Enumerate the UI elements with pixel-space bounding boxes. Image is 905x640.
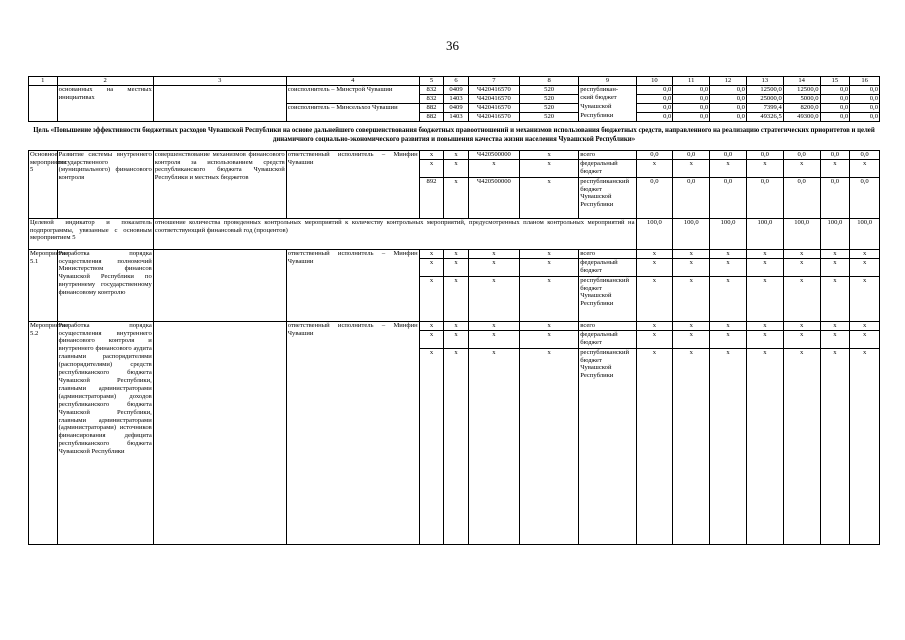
event-label: Основное мероприятие 5 — [29, 150, 58, 218]
table-cell: х — [444, 249, 469, 258]
table-cell: х — [419, 348, 444, 544]
funding-source: всего — [579, 150, 636, 159]
table-cell: 832 — [419, 94, 444, 103]
table-cell: х — [468, 321, 519, 330]
value-cell: х — [673, 276, 710, 321]
value-cell: х — [820, 249, 850, 258]
value-cell: 0,0 — [850, 112, 880, 121]
value-cell: 49300,0 — [783, 112, 820, 121]
table-cell: х — [419, 276, 444, 321]
table-row — [29, 249, 880, 258]
value-cell: 0,0 — [820, 112, 850, 121]
value-cell: 0,0 — [710, 86, 747, 95]
value-cell: х — [673, 159, 710, 177]
table-cell: Ч420500000 — [468, 150, 519, 159]
table-cell: х — [468, 249, 519, 258]
value-cell: х — [783, 348, 820, 544]
value-cell: х — [673, 249, 710, 258]
value-cell: х — [820, 258, 850, 276]
table-row — [29, 86, 880, 95]
value-cell: х — [636, 348, 673, 544]
table-cell: х — [468, 276, 519, 321]
indicator-label: Целевой индикатор и показатель подпрограммы, увязанные с основным мероприятием 5 — [29, 218, 154, 249]
value-cell: х — [746, 330, 783, 348]
table-cell: 520 — [519, 94, 578, 103]
table-cell: х — [519, 330, 578, 348]
value-cell: 0,0 — [820, 103, 850, 112]
value-cell: х — [636, 330, 673, 348]
value-cell: х — [710, 330, 747, 348]
column-number: 13 — [746, 77, 783, 86]
table-cell: х — [444, 150, 469, 159]
value-cell: х — [710, 159, 747, 177]
column-number: 12 — [710, 77, 747, 86]
value-cell: 0,0 — [850, 86, 880, 95]
value-cell: 100,0 — [673, 218, 710, 249]
value-cell: 0,0 — [636, 86, 673, 95]
table-cell: 832 — [419, 86, 444, 95]
funding-source: республиканский бюджет Чувашской Республики — [579, 177, 636, 218]
value-cell: 100,0 — [820, 218, 850, 249]
value-cell: х — [636, 276, 673, 321]
table-cell: х — [444, 159, 469, 177]
value-cell: 8200,0 — [783, 103, 820, 112]
value-cell: 0,0 — [820, 94, 850, 103]
value-cell: 0,0 — [746, 177, 783, 218]
value-cell: 0,0 — [710, 103, 747, 112]
table-cell: 892 — [419, 177, 444, 218]
value-cell: 0,0 — [850, 94, 880, 103]
value-cell: 7399,4 — [746, 103, 783, 112]
indicator-row — [29, 218, 880, 249]
value-cell: 0,0 — [636, 103, 673, 112]
column-number: 9 — [579, 77, 636, 86]
value-cell: х — [820, 330, 850, 348]
value-cell: 0,0 — [636, 94, 673, 103]
value-cell: х — [710, 276, 747, 321]
table-cell: Ч420416570 — [468, 94, 519, 103]
value-cell: х — [746, 249, 783, 258]
value-cell: х — [820, 321, 850, 330]
table-cell: 882 — [419, 112, 444, 121]
executor: соисполнитель – Минсельхоз Чувашии — [286, 103, 419, 121]
value-cell: 100,0 — [746, 218, 783, 249]
value-cell: 0,0 — [820, 86, 850, 95]
value-cell: х — [636, 258, 673, 276]
table-cell: х — [519, 276, 578, 321]
column-number: 15 — [820, 77, 850, 86]
column-number: 1 — [29, 77, 58, 86]
value-cell: х — [746, 321, 783, 330]
table-cell: х — [419, 249, 444, 258]
event-purpose — [153, 86, 286, 122]
table-cell: 520 — [519, 103, 578, 112]
value-cell: х — [850, 258, 880, 276]
event-name: основанных на местных инициативах — [57, 86, 153, 122]
funding-source: всего — [579, 249, 636, 258]
table-cell: х — [468, 348, 519, 544]
event-name: Развитие системы внутреннего государственного (муниципального) финансового контроля — [57, 150, 153, 218]
table-cell: Ч420416570 — [468, 103, 519, 112]
value-cell: х — [746, 276, 783, 321]
value-cell: х — [636, 321, 673, 330]
value-cell: х — [746, 159, 783, 177]
value-cell: 12500,0 — [746, 86, 783, 95]
value-cell: 0,0 — [710, 150, 747, 159]
funding-source: республиканский бюджет Чувашской Республики — [579, 348, 636, 544]
funding-source: федеральный бюджет — [579, 258, 636, 276]
value-cell: 25000,0 — [746, 94, 783, 103]
value-cell: 0,0 — [850, 177, 880, 218]
table-cell: х — [419, 330, 444, 348]
value-cell: 0,0 — [783, 177, 820, 218]
table-cell: 882 — [419, 103, 444, 112]
value-cell: х — [710, 321, 747, 330]
value-cell: 100,0 — [783, 218, 820, 249]
value-cell: 0,0 — [673, 112, 710, 121]
table-cell: х — [468, 330, 519, 348]
value-cell: х — [710, 258, 747, 276]
column-number: 3 — [153, 77, 286, 86]
value-cell: 0,0 — [673, 150, 710, 159]
table-cell: х — [519, 150, 578, 159]
value-cell: 0,0 — [850, 150, 880, 159]
value-cell: х — [710, 348, 747, 544]
table-cell: х — [519, 159, 578, 177]
table-cell: 1403 — [444, 94, 469, 103]
value-cell: х — [636, 159, 673, 177]
event-label: Мероприятие 5.2 — [29, 321, 58, 544]
value-cell: х — [673, 330, 710, 348]
column-number: 8 — [519, 77, 578, 86]
table-cell: х — [444, 276, 469, 321]
table-cell: х — [444, 348, 469, 544]
value-cell: х — [783, 159, 820, 177]
value-cell: х — [636, 249, 673, 258]
value-cell: х — [850, 276, 880, 321]
table-cell: Ч420416570 — [468, 112, 519, 121]
column-number-row — [29, 77, 880, 86]
value-cell: х — [783, 258, 820, 276]
event-purpose — [153, 321, 286, 544]
value-cell: х — [850, 321, 880, 330]
column-number: 4 — [286, 77, 419, 86]
column-number: 10 — [636, 77, 673, 86]
table-cell: х — [419, 321, 444, 330]
indicator-text: отношение количества проведенных контрольных мероприятий к количеству контрольных мероприятий, предусмотренных планом контрольных мероприятий на соответствующий финансовый год (процентов) — [153, 218, 636, 249]
executor: ответственный исполнитель – Минфин Чувашии — [286, 249, 419, 321]
table-cell: х — [468, 159, 519, 177]
value-cell: х — [850, 330, 880, 348]
table-cell: 520 — [519, 86, 578, 95]
event-purpose: совершенствование механизмов финансового контроля за использованием средств республиканского бюджета Чувашской Республики и местных бюджетов — [153, 150, 286, 218]
value-cell: 0,0 — [636, 112, 673, 121]
table-row — [29, 321, 880, 330]
page-number: 36 — [446, 38, 459, 53]
table-cell: 0409 — [444, 103, 469, 112]
table-cell: 0409 — [444, 86, 469, 95]
event-name: Разработка порядка осуществления полномочий Министерством финансов Чувашской Республики по внутреннему государственному финансовому контролю — [57, 249, 153, 321]
table-cell: х — [519, 321, 578, 330]
column-number: 6 — [444, 77, 469, 86]
value-cell: х — [850, 348, 880, 544]
table-cell: х — [444, 330, 469, 348]
value-cell: х — [783, 276, 820, 321]
value-cell: х — [746, 348, 783, 544]
value-cell: 0,0 — [710, 177, 747, 218]
table-cell: х — [444, 258, 469, 276]
table-cell: Ч420500000 — [468, 177, 519, 218]
table-cell: 1403 — [444, 112, 469, 121]
goal-text: Цель «Повышение эффективности бюджетных расходов Чувашской Республики на основе дальнейшего совершенствования бюджетных правоотношений и механизмов использования бюджетных средств, направленного на реализацию стратегических приоритетов и целей динамичного социально-экономического развития и повышения качества жизни населения Чувашской Республики» — [29, 121, 880, 150]
value-cell: 0,0 — [746, 150, 783, 159]
value-cell: х — [850, 159, 880, 177]
table-row — [29, 150, 880, 159]
executor: соисполнитель – Минстрой Чувашии — [286, 86, 419, 104]
table-cell: х — [519, 348, 578, 544]
value-cell: 0,0 — [820, 150, 850, 159]
value-cell: х — [783, 321, 820, 330]
table-cell: х — [444, 321, 469, 330]
value-cell: х — [673, 258, 710, 276]
table-cell: х — [419, 150, 444, 159]
column-number: 7 — [468, 77, 519, 86]
funding-source: Республики — [579, 112, 636, 121]
value-cell: х — [820, 276, 850, 321]
value-cell: 0,0 — [673, 86, 710, 95]
value-cell: 0,0 — [673, 103, 710, 112]
column-number: 5 — [419, 77, 444, 86]
table-cell: х — [519, 177, 578, 218]
value-cell: 100,0 — [636, 218, 673, 249]
funding-source: ский бюджет — [579, 94, 636, 103]
value-cell: х — [783, 330, 820, 348]
table-cell: 520 — [519, 112, 578, 121]
funding-source: всего — [579, 321, 636, 330]
column-number: 14 — [783, 77, 820, 86]
value-cell: х — [673, 348, 710, 544]
value-cell: 100,0 — [710, 218, 747, 249]
program-table — [28, 76, 880, 545]
column-number: 2 — [57, 77, 153, 86]
value-cell: 0,0 — [710, 94, 747, 103]
table-cell: х — [519, 249, 578, 258]
funding-source: федеральный бюджет — [579, 159, 636, 177]
value-cell: х — [820, 159, 850, 177]
value-cell: 5000,0 — [783, 94, 820, 103]
value-cell: 0,0 — [783, 150, 820, 159]
value-cell: 0,0 — [673, 177, 710, 218]
table-cell: х — [419, 159, 444, 177]
value-cell: 100,0 — [850, 218, 880, 249]
table-cell: х — [468, 258, 519, 276]
event-purpose — [153, 249, 286, 321]
table-cell: х — [419, 258, 444, 276]
value-cell: 12500,0 — [783, 86, 820, 95]
funding-source: республикан- — [579, 86, 636, 95]
value-cell: 0,0 — [636, 150, 673, 159]
value-cell: 0,0 — [636, 177, 673, 218]
value-cell: х — [710, 249, 747, 258]
goal-row — [29, 121, 880, 150]
executor: ответственный исполнитель – Минфин Чувашии — [286, 150, 419, 218]
table-cell: х — [519, 258, 578, 276]
executor: ответственный исполнитель – Минфин Чувашии — [286, 321, 419, 544]
column-number: 16 — [850, 77, 880, 86]
value-cell: 0,0 — [850, 103, 880, 112]
event-label: Мероприятие 5.1 — [29, 249, 58, 321]
value-cell: х — [850, 249, 880, 258]
value-cell: 0,0 — [710, 112, 747, 121]
funding-source: федеральный бюджет — [579, 330, 636, 348]
value-cell: х — [746, 258, 783, 276]
event-name: Разработка порядка осуществления внутреннего финансового контроля и внутреннего финансового аудита главными распорядителями (распорядителями) средств республиканского бюджета Чувашской Республики, главными администраторами (администраторами) доходов республиканского бюджета Чувашской Республики, главными администраторами (администраторами) источников финансирования дефицита республиканского бюджета Чувашской Республики — [57, 321, 153, 544]
funding-source: Чувашской — [579, 103, 636, 112]
value-cell: х — [820, 348, 850, 544]
value-cell: 0,0 — [820, 177, 850, 218]
funding-source: республиканский бюджет Чувашской Республики — [579, 276, 636, 321]
column-number: 11 — [673, 77, 710, 86]
table-cell: х — [444, 177, 469, 218]
table-cell: Ч420416570 — [468, 86, 519, 95]
value-cell: 49326,5 — [746, 112, 783, 121]
value-cell: 0,0 — [673, 94, 710, 103]
value-cell: х — [673, 321, 710, 330]
value-cell: х — [783, 249, 820, 258]
event-label — [29, 86, 58, 122]
